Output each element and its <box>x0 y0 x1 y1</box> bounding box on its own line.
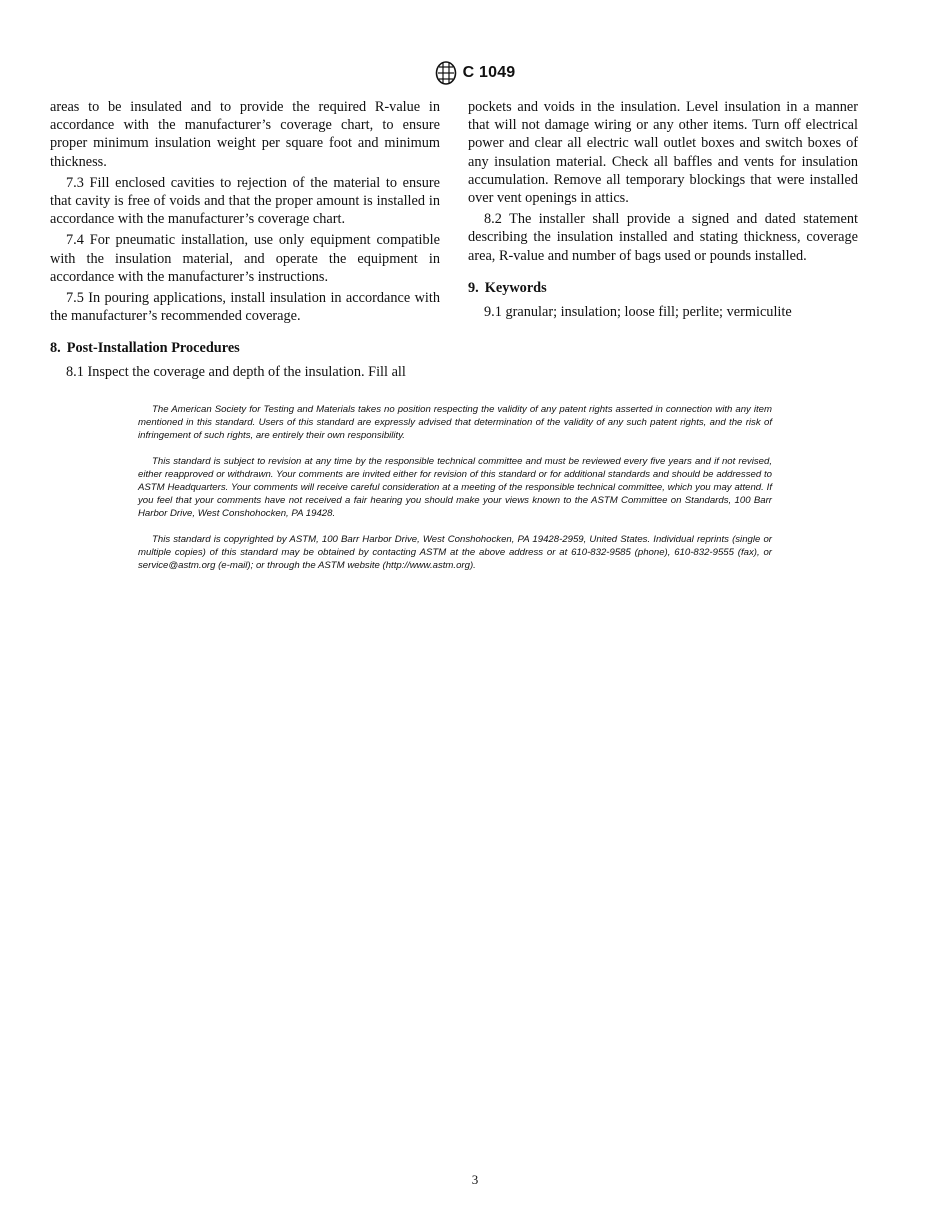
section-8-title: Post-Installation Procedures <box>66 340 240 357</box>
section-9-title: Keywords <box>484 279 547 296</box>
page-header <box>0 61 950 87</box>
standard-designation: C 1049 <box>462 64 516 81</box>
patent-notice: The American Society for Testing and Materials takes no position respecting the validity of any patent rights asserted in connection with any item mentioned in this standard. Users of this standard are expressly advised that determination of the validity of any such patent rights, and the risk of infringement of such rights, are entirely their own responsibility. <box>138 404 772 442</box>
paragraph-9-1: 9.1 granular; insulation; loose fill; perlite; vermiculite <box>484 303 792 320</box>
left-column <box>50 98 440 385</box>
copyright-notice: This standard is copyrighted by ASTM, 100 Barr Harbor Drive, West Conshohocken, PA 19428-2959, United States. Individual reprints (single or multiple copies) of this standard may be obtained by contacting ASTM at the above address or at 610-832-9585 (phone), 610-832-9555 (fax), or service@astm.org (e-mail); or through the ASTM website (http://www.astm.org). <box>138 533 772 572</box>
section-8-heading <box>50 339 440 357</box>
paragraph-8-1-start: 8.1 Inspect the coverage and depth of the insulation. Fill all <box>66 364 406 381</box>
section-8-number: 8. <box>50 340 61 357</box>
paragraph-continued: areas to be insulated and to provide the required R-value in accordance with the manufacturer’s coverage chart, to ensure proper minimum insulation weight per square foot and minimum thickness. <box>50 99 440 170</box>
header-inner <box>435 61 516 85</box>
right-column <box>468 98 858 324</box>
section-9-heading <box>468 279 858 297</box>
page-number: 3 <box>471 1172 479 1187</box>
paragraph-7-5: 7.5 In pouring applications, install insulation in accordance with the manufacturer’s recommended coverage. <box>50 290 440 325</box>
legal-notices <box>138 403 772 584</box>
paragraph-7-4: 7.4 For pneumatic installation, use only equipment compatible with the insulation material, and operate the equipment in accordance with the manufacturer’s instructions. <box>50 232 440 285</box>
section-9-number: 9. <box>468 279 479 296</box>
revision-notice: This standard is subject to revision at any time by the responsible technical committee and must be reviewed every five years and if not revised, either reapproved or withdrawn. Your comments are invited either for revision of this standard or for additional standards and should be addressed to ASTM Headquarters. Your comments will receive careful consideration at a meeting of the responsible technical committee, which you may attend. If you feel that your comments have not received a fair hearing you should make your views known to the ASTM Committee on Standards, 100 Barr Harbor Drive, West Conshohocken, PA 19428. <box>138 455 772 520</box>
paragraph-8-1-continued: pockets and voids in the insulation. Level insulation in a manner that will not damage wiring or any other items. Turn off electrical power and clear all electric wall outlet boxes and switch boxes of any insulation material. Check all baffles and vents for insulation accumulation. Remove all temporary blockings that were installed over vent openings in attics. <box>468 99 858 207</box>
paragraph-7-3: 7.3 Fill enclosed cavities to rejection of the material to ensure that cavity is free of voids and that the proper amount is installed in accordance with the manufacturer’s coverage chart. <box>50 174 440 228</box>
paragraph-8-2: 8.2 The installer shall provide a signed and dated statement describing the insulation installed and stating thickness, coverage area, R-value and number of bags used or pounds installed. <box>468 211 858 264</box>
astm-logo-icon <box>435 61 457 85</box>
